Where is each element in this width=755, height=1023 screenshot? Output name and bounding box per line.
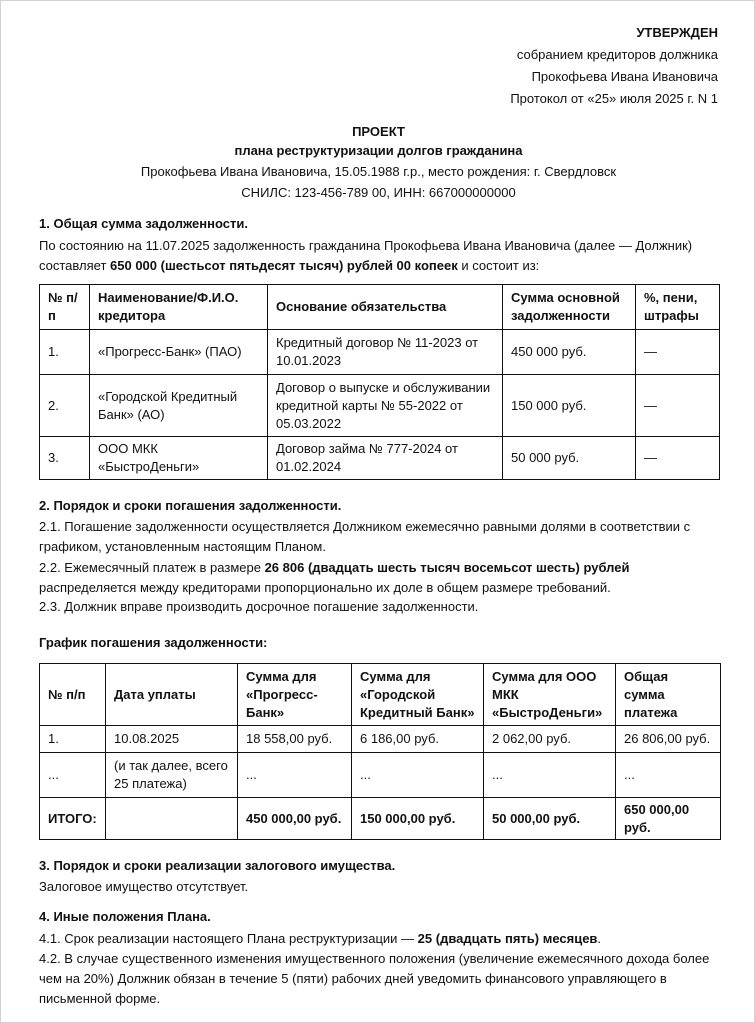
header-cell: Сумма для «Прогресс-Банк» <box>238 664 352 726</box>
debtor-ids: СНИЛС: 123-456-789 00, ИНН: 667000000000 <box>241 185 516 200</box>
total-debt-amount: 650 000 (шестьсот пятьдесят тысяч) рублей 00 копеек <box>110 258 458 273</box>
table-cell: ... <box>616 753 721 798</box>
table-cell <box>106 798 238 840</box>
approval-title: УТВЕРЖДЕН <box>636 25 718 40</box>
header-cell: № п/п <box>40 285 90 330</box>
section-2-p2-pre: 2.2. Ежемесячный платеж в размере <box>39 560 265 575</box>
table-cell: — <box>636 375 720 437</box>
table-row <box>40 375 720 437</box>
section-2-title: 2. Порядок и сроки погашения задолженности. <box>39 498 342 513</box>
section-2-p2 <box>39 558 721 598</box>
table-cell: 18 558,00 руб. <box>238 726 352 753</box>
total-cell: 650 000,00 руб. <box>616 798 721 840</box>
section-3-title: 3. Порядок и сроки реализации залогового имущества. <box>39 858 396 873</box>
total-cell: 50 000,00 руб. <box>484 798 616 840</box>
header-cell: Сумма для ООО МКК «БыстроДеньги» <box>484 664 616 726</box>
document-title: ПРОЕКТ <box>352 124 405 139</box>
schedule-title: График погашения задолженности: <box>39 635 268 650</box>
header-cell: Дата уплаты <box>106 664 238 726</box>
table-cell: Договор о выпуске и обслуживании кредитной карты № 55-2022 от 05.03.2022 <box>268 375 503 437</box>
section-4-p1-pre: 4.1. Срок реализации настоящего Плана реструктуризации — <box>39 931 418 946</box>
table-header-row <box>40 664 721 726</box>
table-cell: ООО МКК «БыстроДеньги» <box>90 437 268 480</box>
table-cell: «Городской Кредитный Банк» (АО) <box>90 375 268 437</box>
table-cell: ... <box>40 753 106 798</box>
table-row <box>40 753 721 798</box>
table-cell: (и так далее, всего 25 платежа) <box>106 753 238 798</box>
section-4-p1-post: . <box>597 931 602 946</box>
table-cell: 10.08.2025 <box>106 726 238 753</box>
table-cell: ... <box>484 753 616 798</box>
table-cell: ... <box>238 753 352 798</box>
section-4-p2: 4.2. В случае существенного изменения имущественного положения (увеличение ежемесячного дохода более чем на 20%) Должник обязан в течение 5 (пяти) рабочих дней уведомить финансового управляющего в письменной форме. <box>39 951 710 1006</box>
table-cell: 3. <box>40 437 90 480</box>
table-row <box>40 330 720 375</box>
section-2-p3: 2.3. Должник вправе производить досрочное погашение задолженности. <box>39 599 479 614</box>
total-label: ИТОГО: <box>40 798 106 840</box>
table-row <box>40 437 720 480</box>
table-header-row <box>40 285 720 330</box>
section-1-text-post: и состоит из: <box>457 258 540 273</box>
debtor-info: Прокофьева Ивана Ивановича, 15.05.1988 г.р., место рождения: г. Свердловск <box>140 164 617 179</box>
header-cell: Основание обязательства <box>268 285 503 330</box>
section-4-p1 <box>39 929 721 949</box>
approval-line-1: собранием кредиторов должника <box>516 47 718 62</box>
table-cell: 450 000 руб. <box>503 330 636 375</box>
table-cell: 2 062,00 руб. <box>484 726 616 753</box>
section-3-text: Залоговое имущество отсутствует. <box>39 879 249 894</box>
section-1-text <box>39 236 721 276</box>
section-1-title: 1. Общая сумма задолженности. <box>39 216 248 231</box>
total-cell: 450 000,00 руб. <box>238 798 352 840</box>
approval-line-3: Протокол от «25» июля 2025 г. N 1 <box>510 91 718 106</box>
header-cell: Сумма для «Городской Кредитный Банк» <box>352 664 484 726</box>
table-cell: Договор займа № 777-2024 от 01.02.2024 <box>268 437 503 480</box>
table-cell: 2. <box>40 375 90 437</box>
section-2-p1: 2.1. Погашение задолженности осуществляется Должником ежемесячно равными долями в соответствии с графиком, установленным настоящим Планом. <box>39 519 691 554</box>
header-cell: Сумма основной задолженности <box>503 285 636 330</box>
section-1-text-pre: По состоянию на 11.07.2025 задолженность гражданина Прокофьева Ивана Ивановича (далее — Должник) составляет <box>39 238 693 273</box>
table-cell: 150 000 руб. <box>503 375 636 437</box>
table-cell: 50 000 руб. <box>503 437 636 480</box>
section-4-title: 4. Иные положения Плана. <box>39 909 211 924</box>
document-subtitle: плана реструктуризации долгов гражданина <box>234 143 523 158</box>
approval-line-2: Прокофьева Ивана Ивановича <box>531 69 718 84</box>
plan-duration: 25 (двадцать пять) месяцев <box>417 931 598 946</box>
table-cell: 1. <box>40 726 106 753</box>
creditors-table <box>39 284 720 480</box>
header-cell: %, пени, штрафы <box>636 285 720 330</box>
table-total-row <box>40 798 721 840</box>
header-cell: Наименование/Ф.И.О. кредитора <box>90 285 268 330</box>
header-cell: Общая сумма платежа <box>616 664 721 726</box>
monthly-payment-amount: 26 806 (двадцать шесть тысяч восемьсот шесть) рублей <box>264 560 630 575</box>
table-cell: Кредитный договор № 11-2023 от 10.01.2023 <box>268 330 503 375</box>
table-cell: «Прогресс-Банк» (ПАО) <box>90 330 268 375</box>
table-cell: — <box>636 437 720 480</box>
table-cell: 6 186,00 руб. <box>352 726 484 753</box>
header-cell: № п/п <box>40 664 106 726</box>
schedule-table <box>39 663 721 840</box>
table-cell: 26 806,00 руб. <box>616 726 721 753</box>
total-cell: 150 000,00 руб. <box>352 798 484 840</box>
table-cell: 1. <box>40 330 90 375</box>
table-cell: ... <box>352 753 484 798</box>
table-cell: — <box>636 330 720 375</box>
table-row <box>40 726 721 753</box>
section-2-p2-post: распределяется между кредиторами пропорционально их доле в общем размере требований. <box>39 580 611 595</box>
